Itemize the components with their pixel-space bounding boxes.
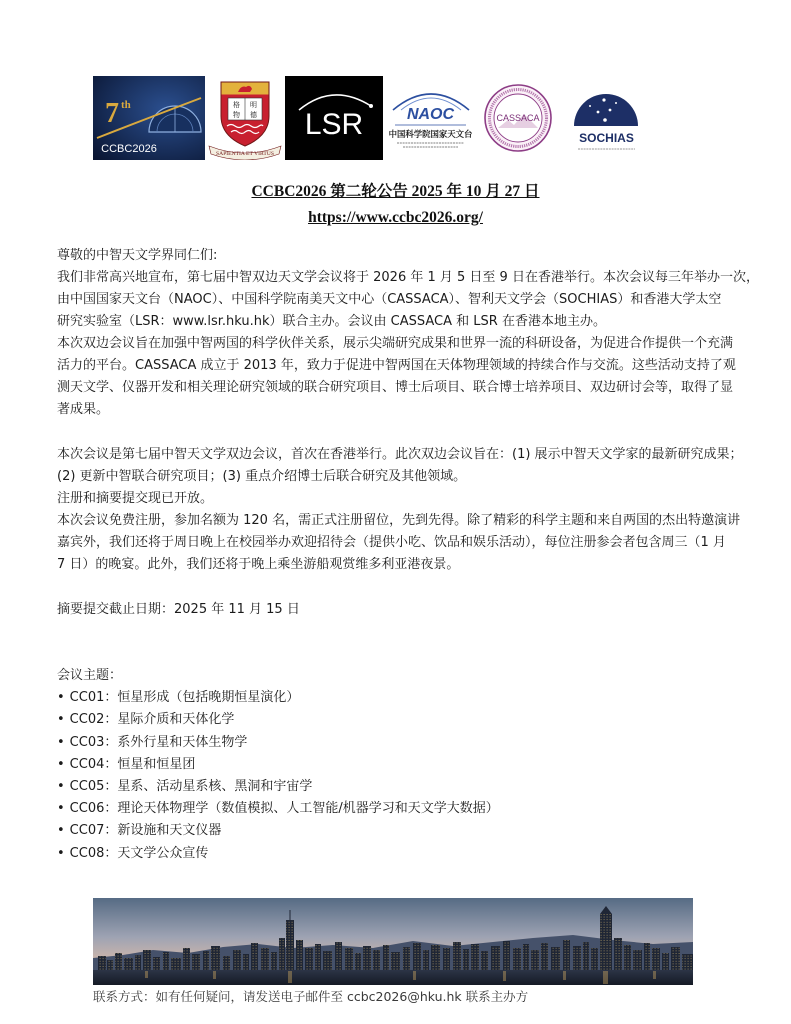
list-item	[57, 820, 772, 842]
topic-label: CC07：新设施和天文仪器	[69, 823, 222, 839]
list-item	[57, 798, 772, 820]
hku-book-char: 物	[233, 111, 240, 119]
hku-book-char: 明	[250, 101, 257, 109]
topic-label: CC05：星系、活动星系核、黑洞和宇宙学	[69, 778, 313, 794]
naoc-logo-graphic	[383, 76, 478, 160]
list-item	[57, 687, 772, 709]
star-icon	[602, 98, 605, 101]
details-line: 本次会议是第七届中智天文学双边会议，首次在香港举行。此次双边会议旨在：(1) 展示中智天文学家的最新研究成果；	[57, 447, 743, 462]
topic-label: CC02：星际介质和天体化学	[69, 712, 235, 728]
hku-crest-logo	[205, 76, 285, 160]
list-item	[57, 709, 772, 731]
star-icon	[597, 111, 600, 114]
list-item	[57, 754, 772, 776]
topic-label: CC01：恒星形成（包括晚期恒星演化）	[69, 690, 300, 706]
ccbc2026-logo-graphic	[93, 76, 205, 160]
intro-line: 本次双边会议旨在加强中智两国的科学伙伴关系，展示尖端研究成果和世界一流的科研设备，为促进合作提供一个充满	[57, 336, 734, 351]
logo-banner	[93, 76, 655, 160]
intro-section	[57, 245, 772, 421]
bullet-icon: •	[57, 823, 65, 839]
cassaca-logo-graphic	[478, 76, 558, 160]
bullet-icon: •	[57, 778, 65, 794]
bullet-icon: •	[57, 845, 65, 861]
topic-label: CC08：天文学公众宣传	[69, 845, 209, 861]
lsr-orbit-dot	[369, 104, 373, 108]
star-icon	[615, 102, 617, 104]
greeting: 尊敬的中智天文学界同仁们:	[57, 248, 218, 263]
page-title: CCBC2026 第二轮公告 2025 年 10 月 27 日	[251, 183, 540, 200]
skyline-graphic	[93, 898, 693, 985]
hku-crest-graphic	[205, 76, 285, 160]
hku-book-char: 格	[233, 101, 240, 109]
naoc-name: NAOC	[406, 106, 455, 123]
sochias-logo-graphic	[558, 76, 655, 160]
ccbc-edition-suffix: th	[121, 99, 131, 111]
intro-line: 著成果。	[57, 402, 110, 417]
intro-line: 由中国国家天文台（NAOC）、中国科学院南美天文中心（CASSACA）、智利天文学会（SOCHIAS）和香港大学太空	[57, 292, 722, 307]
bullet-icon: •	[57, 712, 65, 728]
bullet-icon: •	[57, 690, 65, 706]
hku-motto: SAPIENTIA ET VIRTUS	[216, 151, 274, 157]
sochias-name: SOCHIAS	[579, 131, 634, 145]
naoc-chinese-name: 中国科学院国家天文台	[388, 129, 473, 139]
list-item	[57, 843, 772, 865]
website-link-line	[0, 207, 791, 229]
intro-line: 测天文学、仪器开发和相关理论研究领域的联合研究项目、博士后项目、联合博士培养项目、双边研讨会等，取得了显	[57, 380, 734, 395]
intro-line: 活力的平台。CASSACA 成立于 2013 年，致力于促进中智两国在天体物理领域的持续合作与交流。这些活动支持了观	[57, 358, 736, 373]
lsr-logo-graphic	[285, 76, 383, 160]
hku-book-char: 德	[250, 111, 257, 119]
abstract-deadline	[57, 599, 772, 621]
star-icon	[603, 118, 607, 122]
bullet-icon: •	[57, 756, 65, 772]
registration-open-notice: 注册和摘要提交现已开放。	[57, 491, 214, 506]
list-item	[57, 776, 772, 798]
intro-line: 研究实验室（LSR：www.lsr.hku.hk）联合主办。会议由 CASSACA 和 LSR 在香港本地主办。	[57, 314, 606, 329]
star-icon	[609, 109, 612, 112]
sochias-logo	[558, 76, 655, 160]
lsr-logo	[285, 76, 383, 160]
topics-section	[57, 665, 772, 865]
details-line: 嘉宾外，我们还将于周日晚上在校园举办欢迎招待会（提供小吃、饮品和娱乐活动），每位注册参会者包含周三（1 月	[57, 535, 726, 550]
lsr-name: LSR	[304, 108, 364, 141]
website-link[interactable]: https://www.ccbc2026.org/	[308, 209, 483, 226]
cassaca-logo	[478, 76, 558, 160]
ccbc-edition-number: 7	[105, 98, 119, 129]
ccbc-name: CCBC2026	[101, 143, 157, 155]
intro-line: 我们非常高兴地宣布，第七届中智双边天文学会议将于 2026 年 1 月 5 日至 9 日在香港举行。本次会议每三年举办一次，	[57, 270, 759, 285]
abstract-deadline-text: 摘要提交截止日期：2025 年 11 月 15 日	[57, 602, 300, 617]
details-line: 本次会议免费注册，参加名额为 120 名，需正式注册留位，先到先得。除了精彩的科学主题和来自两国的杰出特邀演讲	[57, 513, 741, 528]
topic-label: CC04：恒星和恒星团	[69, 756, 196, 772]
list-item	[57, 732, 772, 754]
details-line: (2) 更新中智联合研究项目；(3) 重点介绍博士后联合研究及其他领域。	[57, 469, 467, 484]
topic-label: CC06：理论天体物理学（数值模拟、人工智能/机器学习和天文学大数据）	[69, 801, 499, 817]
ccbc2026-logo	[93, 76, 205, 160]
details-section	[57, 444, 772, 576]
naoc-logo	[383, 76, 478, 160]
bullet-icon: •	[57, 734, 65, 750]
cassaca-name: CASSACA	[496, 113, 540, 123]
topic-label: CC03：系外行星和天体生物学	[69, 734, 248, 750]
topics-heading: 会议主题：	[57, 668, 123, 683]
hong-kong-skyline-image	[93, 898, 693, 985]
contact-footer: 联系方式：如有任何疑问，请发送电子邮件至 ccbc2026@hku.hk 联系主办方	[93, 989, 529, 1004]
bullet-icon: •	[57, 801, 65, 817]
star-icon	[589, 105, 591, 107]
details-line: 7 日）的晚宴。此外，我们还将于晚上乘坐游船观赏维多利亚港夜景。	[57, 557, 460, 572]
